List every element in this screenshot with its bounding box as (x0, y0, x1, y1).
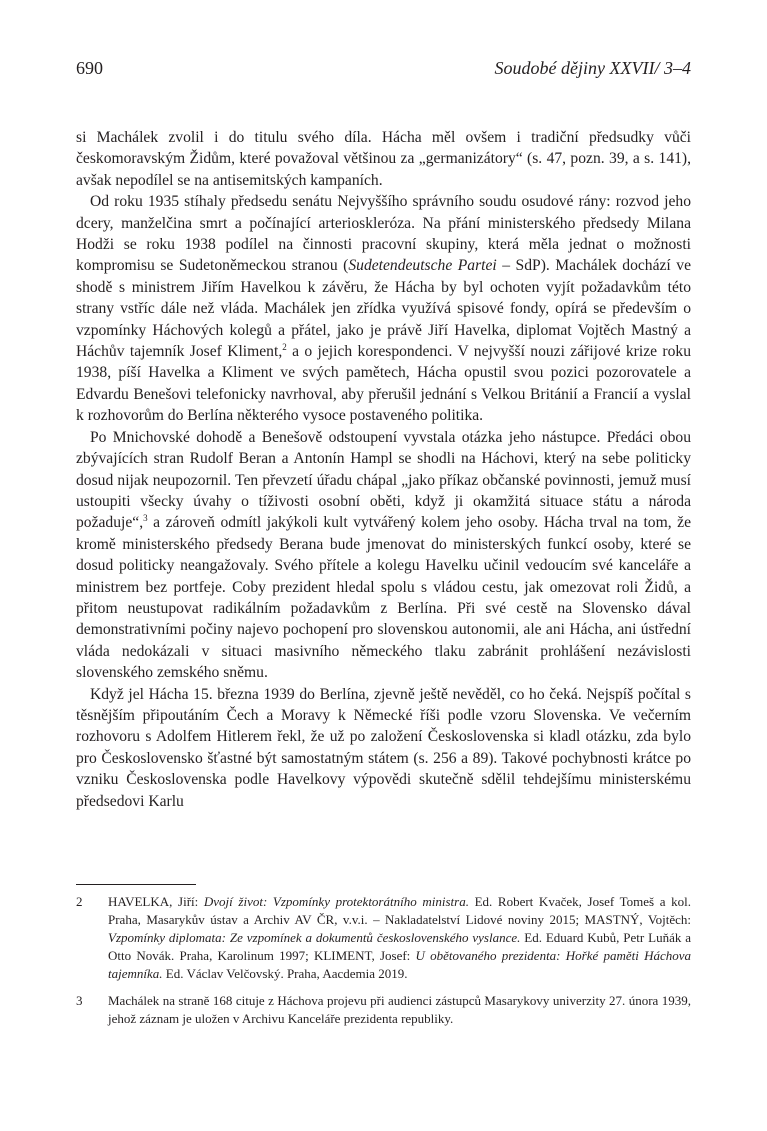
footnote-text (108, 992, 691, 1028)
footnote-text-part: Ed. Václav Velčovský. Praha, Aacdemia 2019. (162, 966, 408, 981)
footnote-title-italic: Vzpomínky diplomata: Ze vzpomínek a dokumentů československého vyslance. (108, 930, 521, 945)
footnote-ref-2[interactable]: 2 (282, 341, 287, 352)
footnote-text-part: Machálek na straně 168 cituje z Háchova projevu při audienci zástupců Masarykovy univerzity 27. února 1939, jehož záznam je uložen v Archivu Kanceláře prezidenta republiky. (108, 993, 691, 1026)
paragraph-4-text: Když jel Hácha 15. března 1939 do Berlína, zjevně ještě nevěděl, co ho čeká. Nejspíš počítal s těsnějším připoutáním Čech a Moravy k Německé říši podle vzoru Slovenska. Ve večerním rozhovoru s Adolfem Hitlerem řekl, že už po založení Československa si kladl otázku, zda bylo pro Československo šťastné být samostatným státem (s. 256 a 89). Takové pochybnosti krátce po vzniku Československa podle Havelkovy výpovědi skutečně sdělil tehdejšímu ministerskému předsedovi Karlu (76, 685, 691, 810)
paragraph-3-text-b: a zároveň odmítl jakýkoli kult vytvářený kolem jeho osoby. Hácha trval na tom, že kromě ministerského předsedy Berana bude jmenovat do ministerských funkcí osoby, které se dosud politicky neangažovaly. Svého přítele a kolegu Havelku učinil vedoucím své kanceláře a ministrem bez portfeje. Coby prezident hledal spolu s vládou cestu, jak omezovat roli Židů, a přitom neustupovat radikálním požadavkům z Berlína. Při své cestě na Slovensko dával demonstrativními počiny najevo pochopení pro slovenskou autonomii, ale ani Hácha, ani ústřední vláda nedokázali v situaci masivního německého tlaku zabránit prohlášení nezávislosti slovenského zemského sněmu. (76, 514, 691, 682)
paragraph-3-text-a: Po Mnichovské dohodě a Benešově odstoupení vyvstala otázka jeho nástupce. Předáci obou zbývajících stran Rudolf Beran a Antonín Hampl se shodli na Háchovi, který na sebe politicky dosud nijak neupozornil. Ten převzetí úřadu chápal „jako příkaz občanské povinnosti, jemuž musí ustoupiti všecky úvahy o tíživosti osobní oběti, když ji okamžitá situace státu a národa požaduje“, (76, 428, 691, 532)
footnote-title-italic: U obětovaného prezidenta: Hořké paměti Háchova tajemníka. (108, 948, 691, 981)
footnote-number: 2 (76, 894, 83, 909)
running-head (76, 58, 691, 86)
paragraph-2-text-b: – SdP). Machálek dochází ve shodě s ministrem Jiřím Havelkou k závěru, že Hácha by byl ochoten vyjít požadavkům této strany vstříc dále než vláda. Machálek jen zřídka využívá spisové fondy, opírá se především o vzpomínky Háchových kolegů a přátel, jako je právě Jiří Havelka, diplomat Vojtěch Mastný a Háchův tajemník Josef Kliment, (76, 257, 691, 361)
paragraph-1 (76, 127, 691, 191)
footnote-text-part: Ed. Eduard Kubů, Petr Luňák a Otto Novák. Praha, Karolinum 1997; KLIMENT, Josef: (108, 930, 691, 963)
footnote-2 (76, 893, 691, 983)
footnote-divider (76, 884, 196, 885)
footnote-text-part: Ed. Robert Kvaček, Josef Tomeš a kol. Praha, Masarykův ústav a Archiv AV ČR, v.v.i. – Nakladatelství Lidové noviny 2015; MASTNÝ, Vojtěch: (108, 894, 691, 927)
footnote-ref-3[interactable]: 3 (143, 513, 148, 524)
footnote-text-part: HAVELKA, Jiří: (108, 894, 204, 909)
paragraph-3 (76, 427, 691, 684)
paragraph-2-text-a: Od roku 1935 stíhaly předsedu senátu Nejvyššího správního soudu osudové rány: rozvod jeho dcery, manželčina smrt a počínající arterioskleróza. Na přání ministerského předsedy Milana Hodži se roku 1938 podílel na činnosti pracovní skupiny, která měla jednat o možnosti kompromisu se Sudetoněmeckou stranou ( (76, 193, 691, 275)
paragraph-2-text-c: a o jejich korespondenci. V nejvyšší nouzi zářijové krize roku 1938, píší Havelka a Kliment ve svých pamětech, Hácha opustil svou pozici pozorovatele a Edvardu Benešovi telefonicky navrhoval, aby přerušil jednání s Velkou Británií a Francií a vyslal k rozhovorům do Berlína některého vysoce postaveného politika. (76, 343, 691, 425)
paragraph-2-italic: Sudetendeutsche Partei (348, 257, 497, 275)
footnotes (76, 893, 691, 1037)
body-text (76, 127, 691, 812)
footnote-text (108, 893, 691, 983)
paragraph-4 (76, 684, 691, 812)
footnote-number: 3 (76, 993, 83, 1008)
paragraph-1-text: si Machálek zvolil i do titulu svého díla. Hácha měl ovšem i tradiční předsudky vůči českomoravským Židům, které považoval většinou za „germanizátory“ (s. 47, pozn. 39, a s. 141), avšak nepodílel se na antisemitských kampaních. (76, 129, 691, 189)
footnote-3 (76, 992, 691, 1028)
paragraph-2 (76, 191, 691, 426)
page-number: 690 (76, 58, 103, 78)
journal-title: Soudobé dějiny XXVII/ 3–4 (494, 58, 691, 78)
footnote-title-italic: Dvojí život: Vzpomínky protektorátního ministra. (203, 894, 469, 909)
